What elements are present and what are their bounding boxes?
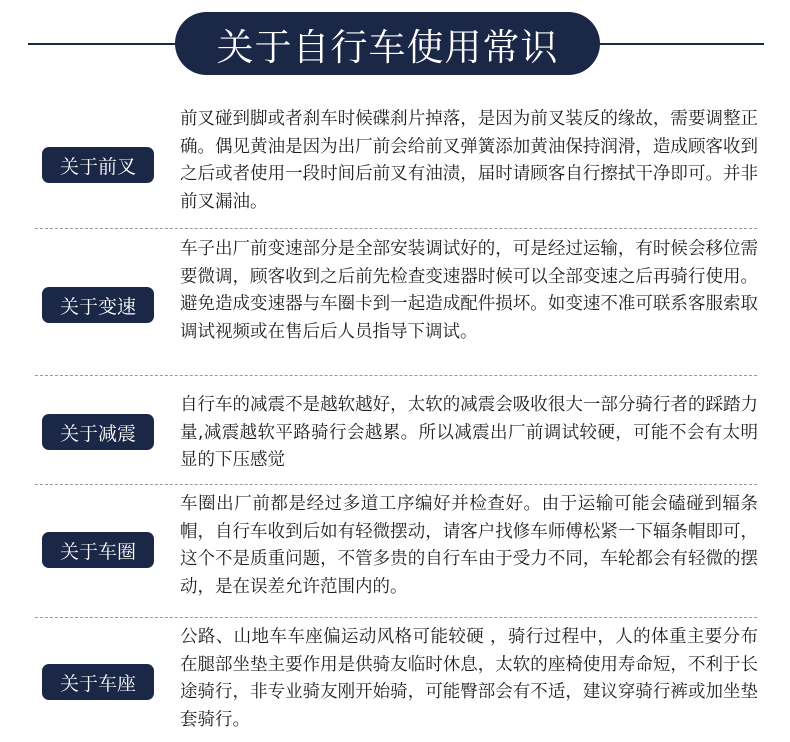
section-divider [35, 617, 757, 618]
section-text: 前叉碰到脚或者刹车时候碟刹片掉落，是因为前叉装反的缘故，需要调整正确。偶见黄油是因为出厂前会给前叉弹簧添加黄油保持润滑，造成顾客收到之后或者使用一段时间后前叉有油渍，届时请顾客自行擦拭干净即可。并非前叉漏油。 [180, 109, 758, 212]
section-text: 车子出厂前变速部分是全部安装调试好的，可是经过运输，有时候会移位需要微调，顾客收到之后前先检查变速器时候可以全部变速之后再骑行使用。避免造成变速器与车圈卡到一起造成配件损坏。如变速不准可联系客服索取调试视频或在售后后人员指导下调试。 [180, 239, 758, 342]
section-divider [35, 228, 757, 229]
section-badge: 关于变速 [42, 287, 154, 323]
section-badge: 关于车座 [42, 664, 154, 700]
title-rule-right [592, 43, 764, 45]
section-badge: 关于车圈 [42, 532, 154, 568]
section-divider [35, 484, 757, 485]
title-rule-left [28, 43, 183, 45]
section-badge: 关于前叉 [42, 147, 154, 183]
section-text: 公路、山地车车座偏运动风格可能较硬 ，骑行过程中，人的体重主要分布在腿部坐垫主要作用是供骑友临时休息，太软的座椅使用寿命短，不利于长途骑行，非专业骑友刚开始骑，可能臀部会有不适，建议穿骑行裤或加坐垫套骑行。 [180, 627, 758, 730]
section-divider [35, 375, 757, 376]
section-text: 自行车的减震不是越软越好，太软的减震会吸收很大一部分骑行者的踩踏力量,减震越软平路骑行会越累。所以减震出厂前调试较硬，可能不会有太明显的下压感觉 [180, 395, 758, 470]
section-badge: 关于减震 [42, 414, 154, 450]
page-title: 关于自行车使用常识 [175, 12, 600, 75]
section-text: 车圈出厂前都是经过多道工序编好并检查好。由于运输可能会磕碰到辐条帽，自行车收到后如有轻微摆动，请客户找修车师傅松紧一下辐条帽即可，这个不是质重问题，不管多贵的自行车由于受力不同，车轮都会有轻微的摆动，是在误差允许范围内的。 [180, 494, 758, 597]
